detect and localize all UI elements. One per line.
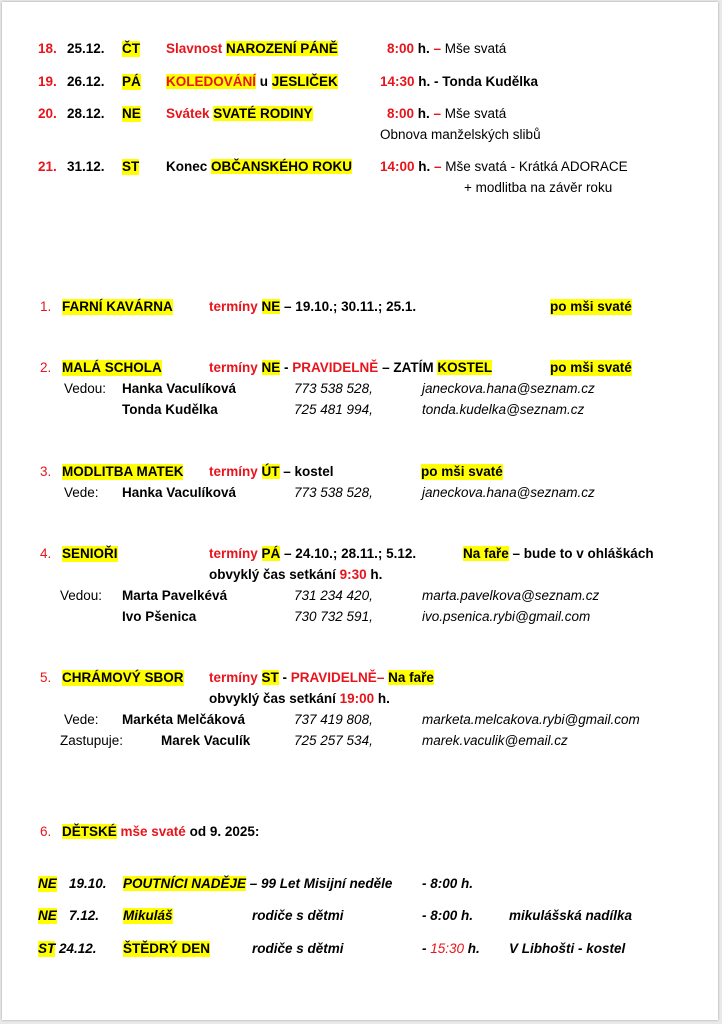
time-value: 8:00 [387,106,415,121]
contact-name: Hanka Vaculíková [122,485,237,500]
kostel-label: KOSTEL [437,360,493,375]
schedule-day: ČT [122,41,140,56]
schedule-time [380,159,628,175]
heading-rest: od 9. 2025: [185,824,260,839]
kids-time: - 8:00 h. [422,908,474,923]
schedule-number: 20. [38,106,57,121]
schedule-event [166,74,338,90]
terms-day: NE [261,360,281,375]
after-mass: po mši svaté [550,299,632,314]
group-number: 5. [40,670,52,685]
contact-phone: 731 234 420, [294,588,373,603]
place-rest: – bude to v ohláškách [508,546,654,561]
event-prefix: Svátek [166,106,214,121]
after-mass: po mši svaté [550,360,632,375]
contact-name: Tonda Kudělka [122,402,218,417]
terms-label: termíny [209,464,262,479]
contact-email[interactable]: marketa.melcakova.rybi@gmail.com [422,712,640,727]
group-terms [209,299,416,315]
event-mid: u [256,74,272,89]
kids-event-name: POUTNÍCI NADĚJE [123,876,247,891]
terms-label: termíny [209,670,262,685]
contact-email[interactable]: marek.vaculik@email.cz [422,733,568,748]
kids-desc: – 99 Let Misijní neděle [246,876,393,891]
schedule-date: 25.12. [67,41,105,56]
time-value: 14:30 [380,74,415,89]
time-suffix: h. [414,159,435,174]
terms-label: termíny [209,546,262,561]
time-dash: – [433,41,442,56]
terms-rest: – 19.10.; 30.11.; 25.1. [280,299,417,314]
contact-role: Vedou: [60,588,103,603]
group-number: 3. [40,464,52,479]
time-suffix: h. - Tonda Kudělka [414,74,539,89]
schedule-number: 19. [38,74,57,89]
terms-rest: – 24.10.; 28.11.; 5.12. [280,546,417,561]
kids-event [123,876,392,892]
terms-label: termíny [209,299,262,314]
place-label: Na faře [388,670,434,685]
event-highlight: JESLIČEK [271,74,338,89]
group-number: 4. [40,546,52,561]
zatim-label: ZATÍM [393,360,438,375]
schedule-date: 28.12. [67,106,105,121]
schedule-date: 26.12. [67,74,105,89]
contact-email[interactable]: ivo.psenica.rybi@gmail.com [422,609,591,624]
event-prefix: Slavnost [166,41,227,56]
kids-time-dash: - [422,941,431,956]
contact-role: Vede: [64,485,99,500]
schedule-desc-2: Obnova manželských slibů [380,127,541,142]
usual-time [209,567,382,583]
place-label: Na faře [463,546,509,561]
separator: – [378,360,394,375]
group-name: FARNÍ KAVÁRNA [62,299,173,314]
kids-date: 7.12. [69,908,100,923]
regular-label: PRAVIDELNĚ [290,670,377,685]
schedule-number: 18. [38,41,57,56]
time-dash: – [434,159,442,174]
schedule-time [380,74,538,90]
group-terms [209,360,492,376]
schedule-day: PÁ [122,74,141,89]
terms-label: termíny [209,360,262,375]
event-highlight: KOLEDOVÁNÍ [166,74,257,89]
usual-suffix: h. [374,691,390,706]
time-value: 8:00 [387,41,415,56]
kids-note: mikulášská nadílka [509,908,633,923]
group-name: MALÁ SCHOLA [62,360,162,375]
terms-day: ÚT [261,464,280,479]
separator: – [376,670,389,685]
kids-day: NE [38,908,57,923]
usual-time-value: 9:30 [339,567,367,582]
schedule-event [166,159,352,175]
time-dash: – [433,106,442,121]
usual-suffix: h. [366,567,383,582]
group-number: 6. [40,824,52,839]
event-highlight: SVATÉ RODINY [213,106,313,121]
kids-time-red: 15:30 [430,941,465,956]
time-value: 14:00 [380,159,415,174]
group-terms [209,670,434,686]
kids-desc: rodiče s dětmi [252,908,344,923]
after-mass: po mši svaté [421,464,503,479]
kids-time [422,941,480,957]
schedule-date: 31.12. [67,159,105,174]
terms-day: ST [261,670,279,685]
schedule-day: ST [122,159,140,174]
schedule-day: NE [122,106,141,121]
kids-date: 24.12. [59,941,97,956]
schedule-event [166,106,313,122]
schedule-desc: Mše svatá - Krátká ADORACE [441,159,628,174]
event-prefix: Konec [166,159,212,174]
schedule-event [166,41,338,57]
separator: - [280,360,293,375]
contact-email[interactable]: janeckova.hana@seznam.cz [422,381,595,396]
schedule-time [387,41,506,57]
schedule-desc-2: + modlitba na závěr roku [464,180,613,195]
contact-phone: 725 481 994, [294,402,373,417]
event-highlight: NAROZENÍ PÁNĚ [226,41,338,56]
group-name: CHRÁMOVÝ SBOR [62,670,184,685]
group-number: 2. [40,360,52,375]
contact-role: Zastupuje: [60,733,124,748]
schedule-time [387,106,506,122]
meeting-place [463,546,654,562]
terms-rest: – kostel [279,464,334,479]
event-highlight: OBČANSKÉHO ROKU [211,159,353,174]
contact-name: Marek Vaculík [161,733,251,748]
separator: - [278,670,291,685]
contact-email[interactable]: marta.pavelkova@seznam.cz [422,588,600,603]
group-name: SENIOŘI [62,546,118,561]
contact-phone: 737 419 808, [294,712,373,727]
schedule-number: 21. [38,159,57,174]
time-suffix: h. [414,41,434,56]
contact-phone: 773 538 528, [294,485,373,500]
group-terms [209,546,416,562]
kids-day: NE [38,876,57,891]
heading-red: mše svaté [116,824,186,839]
usual-label: obvyklý čas setkání [209,691,340,706]
contact-name: Marta Pavelkévá [122,588,228,603]
time-suffix: h. [414,106,434,121]
contact-role: Vede: [64,712,99,727]
contact-email[interactable]: janeckova.hana@seznam.cz [422,485,595,500]
contact-name: Markéta Melčáková [122,712,246,727]
contact-phone: 730 732 591, [294,609,373,624]
schedule-desc: Mše svatá [441,41,507,56]
contact-phone: 773 538 528, [294,381,373,396]
usual-label: obvyklý čas setkání [209,567,340,582]
usual-time-value: 19:00 [339,691,375,706]
kids-desc: rodiče s dětmi [252,941,344,956]
kids-mass-heading [62,824,259,840]
regular-label: PRAVIDELNĚ [292,360,379,375]
kids-date: 19.10. [69,876,107,891]
document-page [2,2,718,1020]
group-terms [209,464,334,480]
kids-event-name: Mikuláš [123,908,173,923]
usual-time [209,691,390,707]
contact-email[interactable]: tonda.kudelka@seznam.cz [422,402,585,417]
terms-day: NE [261,299,281,314]
schedule-desc: Mše svatá [441,106,507,121]
heading-highlight: DĚTSKÉ [62,824,117,839]
contact-phone: 725 257 534, [294,733,373,748]
kids-note: V Libhošti - kostel [509,941,626,956]
contact-name: Hanka Vaculíková [122,381,237,396]
group-name: MODLITBA MATEK [62,464,184,479]
contact-role: Vedou: [64,381,107,396]
contact-name: Ivo Pšenica [122,609,197,624]
terms-day: PÁ [261,546,281,561]
kids-event-name: ŠTĚDRÝ DEN [123,941,211,956]
kids-time-suffix: h. [464,941,480,956]
group-number: 1. [40,299,52,314]
kids-day: ST [38,941,56,956]
kids-time: - 8:00 h. [422,876,474,891]
